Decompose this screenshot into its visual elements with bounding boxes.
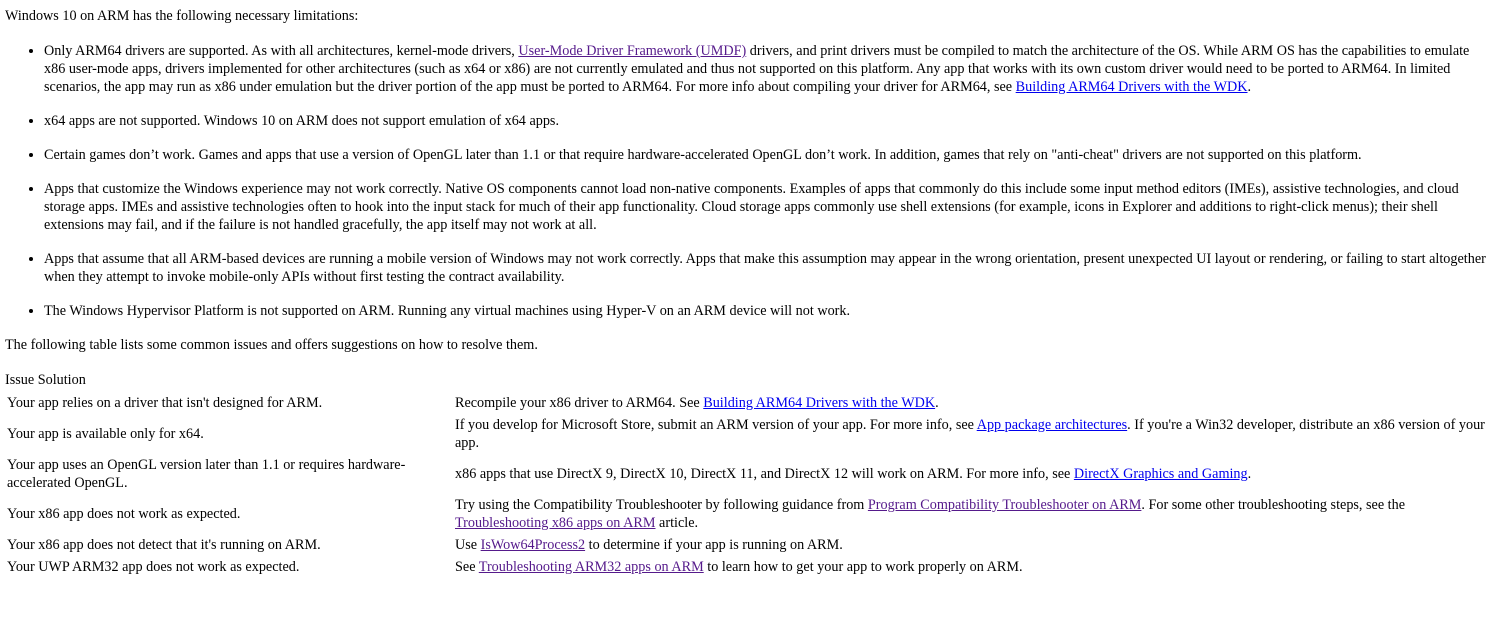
issue-cell: Your app uses an OpenGL version later than 1.1 or requires hardware-accelerated OpenGL. <box>7 457 406 491</box>
limitation-customize <box>44 180 1487 234</box>
solution-text: . <box>1247 466 1252 482</box>
limitation-text: Apps that customize the Windows experience may not work correctly. Native OS components cannot load non-native components. Examples of apps that commonly do this include some input method editors (IMEs), assistive technologies, and cloud storage apps. IMEs and assistive technologies often to hook into the input stack for much of their app functionality. Cloud storage apps commonly use shell extensions (for example, icons in Explorer and additions to right-click menus); their shell extensions may fail, and if the failure is not handled gracefully, the app itself may not work at all. <box>44 181 1459 233</box>
solution-cell <box>455 394 1487 412</box>
limitation-text: . <box>1247 79 1252 95</box>
troubleshooting-arm32-apps-link[interactable]: Troubleshooting ARM32 apps on ARM <box>478 559 704 575</box>
document-body <box>5 7 1487 578</box>
issue-cell: Your app is available only for x64. <box>7 426 204 442</box>
limitation-drivers <box>44 42 1487 96</box>
solution-cell <box>455 536 1487 554</box>
limitation-hypervisor <box>44 302 1487 320</box>
program-compatibility-troubleshooter-link[interactable]: Program Compatibility Troubleshooter on ARM <box>867 497 1142 513</box>
solution-text: Use <box>455 537 481 553</box>
troubleshooting-x86-apps-link[interactable]: Troubleshooting x86 apps on ARM <box>455 515 656 531</box>
directx-graphics-gaming-link[interactable]: DirectX Graphics and Gaming <box>1073 466 1248 482</box>
solution-text: . If you're a Win32 developer, distribute an x86 version of your app. <box>455 417 1485 451</box>
limitation-mobile <box>44 250 1487 286</box>
table-row <box>5 494 1487 534</box>
solution-cell <box>455 416 1487 452</box>
issue-cell: Your x86 app does not detect that it's running on ARM. <box>7 537 321 553</box>
building-arm64-drivers-link[interactable]: Building ARM64 Drivers with the WDK <box>703 395 936 411</box>
solution-text: . For some other troubleshooting steps, see the <box>1141 497 1406 513</box>
solution-cell <box>455 465 1487 483</box>
solution-text: . <box>935 395 939 411</box>
issue-cell: Your x86 app does not work as expected. <box>7 506 241 522</box>
limitation-x64 <box>44 112 1487 130</box>
table-row <box>5 454 1487 494</box>
intro-text: Windows 10 on ARM has the following necessary limitations: <box>5 8 359 24</box>
limitation-text: Apps that assume that all ARM-based devices are running a mobile version of Windows may not work correctly. Apps that make this assumption may appear in the wrong orientation, present unexpected UI layout or rendering, or failing to start altogether when they attempt to invoke mobile-only APIs without first testing the contract availability. <box>44 251 1486 285</box>
solution-text: to learn how to get your app to work properly on ARM. <box>703 559 1023 575</box>
solution-text: Recompile your x86 driver to ARM64. See <box>455 395 704 411</box>
limitation-text: x64 apps are not supported. Windows 10 on ARM does not support emulation of x64 apps. <box>44 113 559 129</box>
table-row <box>5 392 1487 414</box>
app-package-architectures-link[interactable]: App package architectures <box>976 417 1128 433</box>
issue-cell: Your UWP ARM32 app does not work as expected. <box>7 559 300 575</box>
table-row <box>5 414 1487 454</box>
limitation-text: drivers, and print drivers must be compiled to match the architecture of the OS. While ARM OS has the capabilities to emulate x86 user-mode apps, drivers implemented for other architectures (such as x64 or x86) are not currently emulated and thus not supported on this platform. Any app that works with its own custom driver would need to be ported to ARM64. In limited scenarios, the app may run as x86 under emulation but the driver portion of the app must be ported to ARM64. For more info about compiling your driver for ARM64, see <box>44 43 1470 95</box>
limitations-list <box>5 42 1487 320</box>
solution-text: See <box>455 559 479 575</box>
solution-cell <box>455 558 1487 576</box>
solution-cell <box>455 496 1487 532</box>
building-arm64-drivers-link[interactable]: Building ARM64 Drivers with the WDK <box>1015 79 1248 95</box>
table-intro-text: The following table lists some common issues and offers suggestions on how to resolve them. <box>5 337 538 353</box>
limitation-text: Only ARM64 drivers are supported. As with all architectures, kernel-mode drivers, <box>44 43 519 59</box>
limitation-text: Certain games don’t work. Games and apps that use a version of OpenGL later than 1.1 or that require hardware-accelerated OpenGL don’t work. In addition, games that rely on "anti-cheat" drivers are not supported on this platform. <box>44 147 1362 163</box>
table-row <box>5 534 1487 556</box>
iswow64process2-link[interactable]: IsWow64Process2 <box>480 537 586 553</box>
solution-text: x86 apps that use DirectX 9, DirectX 10, DirectX 11, and DirectX 12 will work on ARM. For more info, see <box>455 466 1074 482</box>
solution-text: If you develop for Microsoft Store, submit an ARM version of your app. For more info, see <box>455 417 977 433</box>
solution-text: to determine if your app is running on ARM. <box>585 537 843 553</box>
table-row <box>5 556 1487 578</box>
issues-table <box>5 371 1487 578</box>
limitation-games <box>44 146 1487 164</box>
umdf-link[interactable]: User-Mode Driver Framework (UMDF) <box>518 43 747 59</box>
table-header: Issue Solution <box>5 372 86 388</box>
solution-text: article. <box>655 515 699 531</box>
issue-cell: Your app relies on a driver that isn't designed for ARM. <box>7 395 323 411</box>
solution-text: Try using the Compatibility Troubleshooter by following guidance from <box>455 497 868 513</box>
limitation-text: The Windows Hypervisor Platform is not supported on ARM. Running any virtual machines using Hyper-V on an ARM device will not work. <box>44 303 851 319</box>
